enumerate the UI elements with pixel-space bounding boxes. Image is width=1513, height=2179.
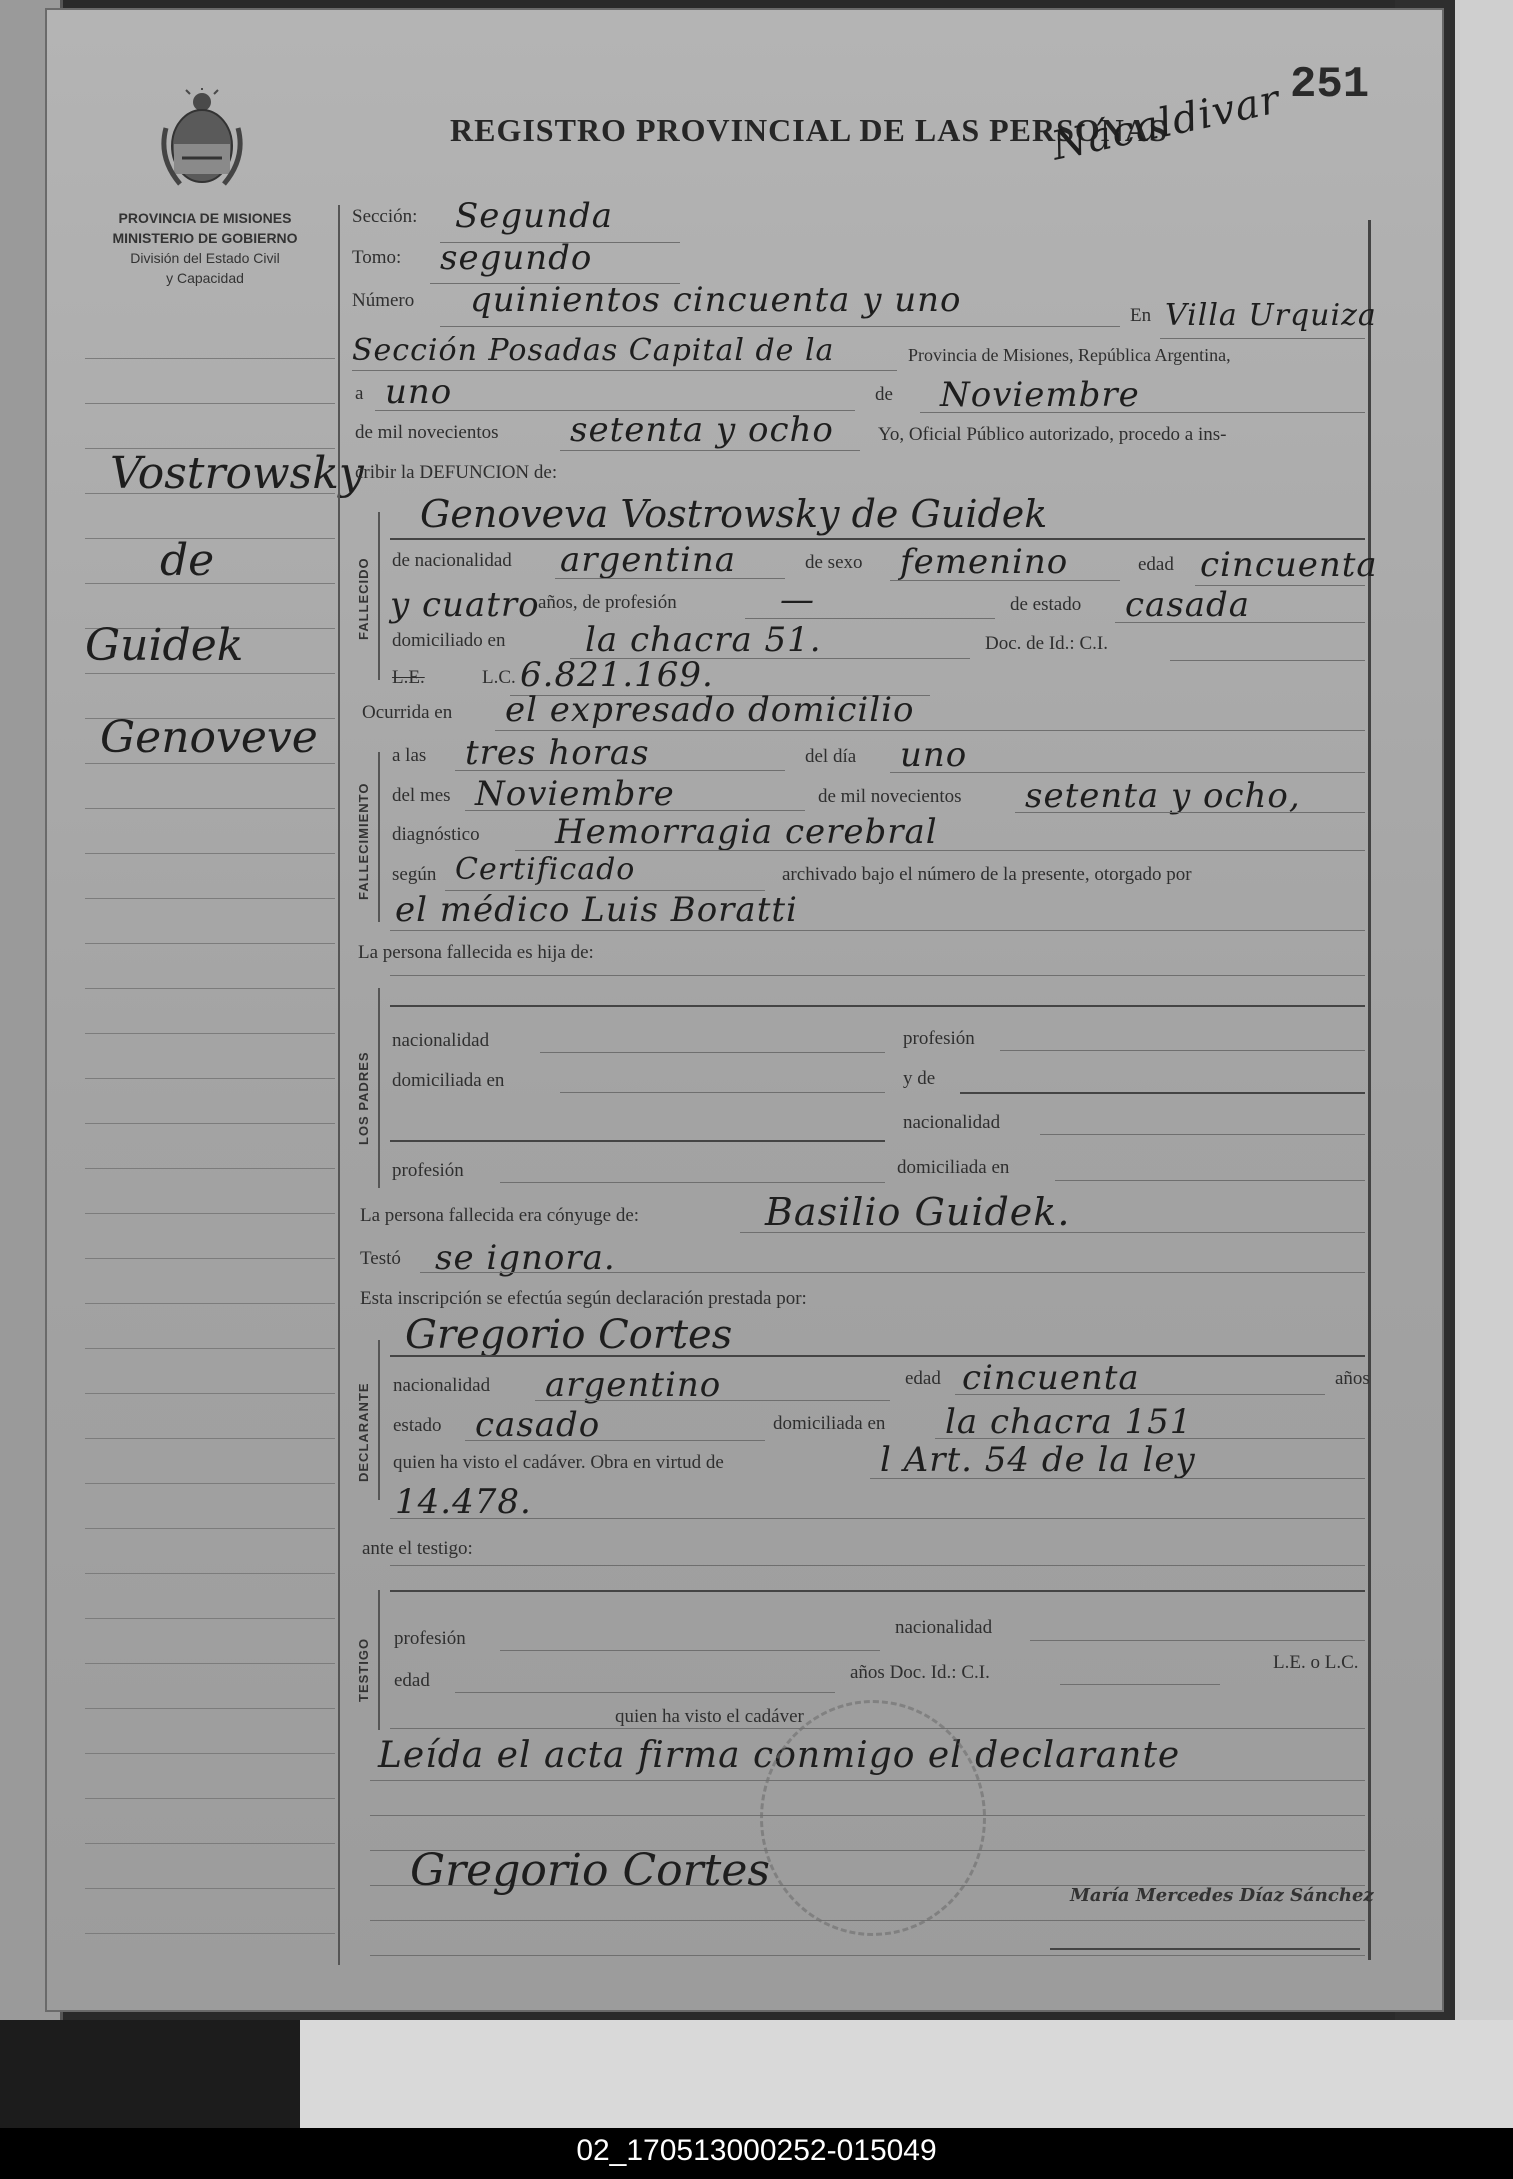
value-leida-acta: Leída el acta firma conmigo el declarante: [378, 1735, 1181, 1776]
value-declarante-edad: cincuenta: [962, 1358, 1140, 1398]
label-inscribir: cribir la DEFUNCION de:: [355, 462, 558, 483]
value-estado: casada: [1125, 585, 1251, 625]
value-edad: cincuenta: [1200, 545, 1378, 585]
label-testigo-edad: edad: [394, 1670, 430, 1691]
value-lugar: Villa Urquiza: [1165, 298, 1377, 333]
label-declaracion: Esta inscripción se efectúa según declaración prestada por:: [360, 1288, 807, 1309]
label-testigo-doc: años Doc. Id.: C.I.: [850, 1662, 990, 1683]
ministry-line-capacity: y Capacidad: [166, 270, 244, 286]
label-declarante-estado: estado: [393, 1415, 442, 1436]
label-ocurrida: Ocurrida en: [362, 702, 453, 723]
value-ocurrida: el expresado domicilio: [505, 690, 915, 730]
page-title: REGISTRO PROVINCIAL DE LAS PERSONAS: [450, 112, 1168, 148]
section-label-fallecimiento: FALLECIMIENTO: [356, 782, 371, 900]
label-anios-profesion: años, de profesión: [538, 592, 677, 613]
declarante-signature: Gregorio Cortes: [410, 1845, 770, 1896]
value-conyuge: Basilio Guidek.: [765, 1190, 1071, 1234]
value-fallecido-nombre: Genoveva Vostrowsky de Guidek: [420, 492, 1048, 536]
label-provincia: Provincia de Misiones, República Argentina,: [908, 345, 1231, 365]
value-declarante-nacionalidad: argentino: [545, 1365, 722, 1405]
margin-given-name: Genoveve: [100, 712, 318, 763]
label-del-mes: del mes: [392, 785, 451, 806]
section-label-declarante: DECLARANTE: [356, 1382, 371, 1482]
value-sexo: femenino: [900, 542, 1069, 582]
value-profesion: —: [780, 580, 815, 620]
margin-de: de: [160, 535, 215, 586]
label-oficial: Yo, Oficial Público autorizado, procedo a ins-: [878, 424, 1227, 445]
header-signature: Nácaldivar: [1047, 76, 1285, 170]
label-cadaver-obra: quien ha visto el cadáver. Obra en virtud de: [393, 1452, 724, 1473]
desk-surface: [300, 2020, 1513, 2130]
label-archivado: archivado bajo el número de la presente, otorgado por: [782, 864, 1192, 885]
value-testo: se ignora.: [435, 1238, 616, 1278]
value-lugar2: Sección Posadas Capital de la: [352, 333, 835, 368]
label-testigo-cadaver: quien ha visto el cadáver: [615, 1706, 804, 1727]
value-nacionalidad: argentina: [560, 540, 737, 580]
value-dia: uno: [385, 372, 453, 412]
label-padres-y-de: y de: [903, 1068, 936, 1089]
bracket-declarante: [378, 1340, 380, 1500]
value-mes: Noviembre: [940, 375, 1140, 415]
label-le-struck: L.E.: [392, 667, 425, 688]
label-testigo-profesion: profesión: [394, 1628, 466, 1649]
value-lc: 6.821.169.: [520, 655, 714, 695]
label-hija-de: La persona fallecida es hija de:: [358, 942, 594, 963]
margin-husband-surname: Guidek: [85, 620, 244, 671]
label-declarante-domiciliada: domiciliada en: [773, 1413, 886, 1434]
value-declarante-estado: casado: [475, 1405, 601, 1445]
section-label-padres: LOS PADRES: [356, 1051, 371, 1145]
desk-right: [1455, 0, 1513, 2020]
value-declarante-nombre: Gregorio Cortes: [405, 1312, 733, 1358]
value-numero: quinientos cincuenta y uno: [470, 280, 962, 320]
ministry-line-province: PROVINCIA DE MISIONES: [118, 210, 292, 226]
bracket-fallecido: [378, 512, 380, 680]
value-seccion: Segunda: [455, 196, 614, 236]
column-divider-left: [338, 205, 340, 1965]
label-del-dia: del día: [805, 746, 857, 767]
label-tomo: Tomo:: [352, 247, 402, 268]
value-segun: Certificado: [455, 852, 636, 887]
label-padres-domiciliada2: domiciliada en: [897, 1157, 1010, 1178]
label-testigo-le: L.E. o L.C.: [1273, 1652, 1359, 1673]
label-sexo: de sexo: [805, 552, 863, 573]
column-divider-right: [1368, 220, 1371, 1960]
section-label-testigo: TESTIGO: [356, 1637, 371, 1702]
label-en: En: [1130, 305, 1152, 326]
bracket-testigo: [378, 1590, 380, 1730]
label-conyuge: La persona fallecida era cónyuge de:: [360, 1205, 640, 1226]
label-a-las: a las: [392, 745, 427, 766]
label-edad: edad: [1138, 554, 1174, 575]
value-tomo: segundo: [440, 238, 593, 278]
label-de-mes: de: [875, 384, 893, 405]
label-padres-domiciliada: domiciliada en: [392, 1070, 505, 1091]
label-lc: L.C.: [482, 667, 516, 688]
margin-surname: Vostrowsky: [110, 448, 364, 499]
value-declarante-ley: 14.478.: [395, 1482, 532, 1522]
coat-of-arms-icon: [160, 88, 244, 192]
label-seccion: Sección:: [352, 206, 418, 227]
value-edad2: y cuatro: [390, 585, 540, 625]
image-caption: 02_170513000252-015049: [576, 2134, 937, 2167]
label-ante-testigo: ante el testigo:: [362, 1538, 473, 1559]
value-declarante-virtud: l Art. 54 de la ley: [880, 1440, 1196, 1480]
label-doc: Doc. de Id.: C.I.: [985, 633, 1108, 654]
label-nacionalidad: de nacionalidad: [392, 550, 512, 571]
label-segun: según: [392, 864, 437, 885]
value-dia-fallecimiento: uno: [900, 735, 968, 775]
ministry-header: [75, 208, 335, 288]
label-anio: de mil novecientos: [355, 422, 499, 443]
value-diagnostico: Hemorragia cerebral: [555, 812, 938, 852]
label-anio-fallecimiento: de mil novecientos: [818, 786, 962, 807]
value-declarante-domicilio: la chacra 151: [945, 1402, 1193, 1442]
label-diagnostico: diagnóstico: [392, 824, 480, 845]
label-domicilio: domiciliado en: [392, 630, 506, 651]
value-domicilio: la chacra 51.: [585, 620, 822, 660]
label-estado: de estado: [1010, 594, 1082, 615]
label-padres-profesion2: profesión: [392, 1160, 464, 1181]
label-numero: Número: [352, 290, 415, 311]
section-label-fallecido: FALLECIDO: [356, 557, 371, 640]
label-testigo-nacionalidad: nacionalidad: [895, 1617, 993, 1638]
value-medico: el médico Luis Boratti: [395, 890, 798, 930]
official-seal-stamp: [760, 1700, 986, 1936]
bracket-padres: [378, 988, 380, 1188]
value-mes-fallecimiento: Noviembre: [475, 774, 675, 814]
value-anio: setenta y ocho: [570, 410, 834, 450]
bracket-fallecimiento: [378, 752, 380, 922]
value-anio-fallecimiento: setenta y ocho,: [1025, 776, 1301, 816]
page-number: 251: [1290, 60, 1370, 110]
label-testo: Testó: [360, 1248, 401, 1269]
label-a: a: [355, 383, 364, 404]
ministry-line-ministry: MINISTERIO DE GOBIERNO: [112, 230, 298, 246]
label-padres-profesion: profesión: [903, 1028, 975, 1049]
official-signature: María Mercedes Díaz Sánchez: [1070, 1885, 1374, 1906]
label-padres-nacionalidad2: nacionalidad: [903, 1112, 1001, 1133]
label-padres-nacionalidad: nacionalidad: [392, 1030, 490, 1051]
label-declarante-anios: años: [1335, 1368, 1370, 1389]
label-declarante-nacionalidad: nacionalidad: [393, 1375, 491, 1396]
label-declarante-edad: edad: [905, 1368, 941, 1389]
value-hora: tres horas: [465, 733, 650, 773]
ministry-line-division: División del Estado Civil: [130, 250, 280, 266]
